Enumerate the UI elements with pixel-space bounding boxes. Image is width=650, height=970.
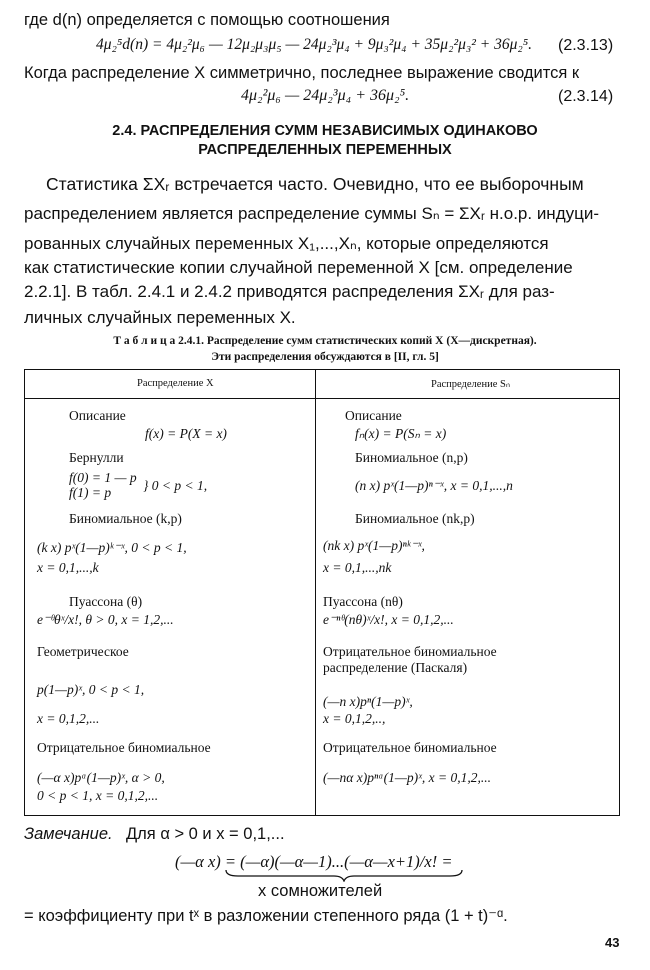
- right-column-header: Распределение Sₙ: [431, 379, 511, 390]
- bernoulli-f1: f(1) = p: [69, 485, 112, 500]
- underbrace-label: x сомножителей: [258, 882, 383, 900]
- poisson-n-formula: e⁻ⁿᶿ(nθ)ˣ/x!, x = 0,1,2,...: [323, 612, 454, 627]
- right-desc-formula: fₙ(x) = P(Sₙ = x): [355, 426, 447, 441]
- table-caption-cont: Эти распределения обсуждаются в [II, гл. 5]: [211, 351, 439, 363]
- negbinomial-n-formula: (—nα x)pⁿᵅ(1—p)ˣ, x = 0,1,2,...: [323, 770, 491, 785]
- remark-lead: Замечание.: [24, 825, 113, 843]
- paragraph-line: рованных случайных переменных X₁,...,Xₙ, которые определяются: [24, 234, 549, 253]
- paragraph-line: личных случайных переменных X.: [24, 308, 296, 327]
- paragraph-line: распределением является распределение суммы Sₙ = ΣXᵣ н.о.р. индуци-: [24, 204, 600, 223]
- left-desc-label: Описание: [69, 408, 126, 423]
- negbinomial-formula: (—α x)pᵅ(1—p)ˣ, α > 0,: [37, 770, 165, 785]
- equation-2-3-14: 4μ₂²μ₆ — 24μ₂³μ₄ + 36μ₂⁵.: [241, 87, 410, 104]
- negbinomial-range: 0 < p < 1, x = 0,1,2,...: [37, 788, 159, 803]
- right-desc-label: Описание: [345, 408, 402, 423]
- distribution-table: [24, 369, 620, 816]
- pascal-label-cont: распределение (Паскаля): [323, 660, 468, 675]
- equation-number: (2.3.14): [558, 88, 614, 105]
- binomial-nk-range: x = 0,1,...,nk: [323, 560, 392, 575]
- geometric-label: Геометрическое: [37, 644, 129, 659]
- page-number: 43: [605, 935, 620, 950]
- remark-conclusion: = коэффициенту при tˣ в разложении степенного ряда (1 + t)⁻ᵅ.: [24, 907, 508, 925]
- header-divider: [25, 398, 619, 399]
- binomial-nk-label: Биномиальное (nk,p): [355, 511, 475, 526]
- column-divider: [315, 370, 316, 815]
- remark-condition: Для α > 0 и x = 0,1,...: [126, 825, 285, 843]
- equation-number: (2.3.13): [558, 37, 614, 54]
- paragraph-line: Статистика ΣXᵣ встречается часто. Очевидно, что ее выборочным: [46, 174, 584, 194]
- intro-line: где d(n) определяется с помощью соотношения: [24, 11, 390, 29]
- geometric-formula: p(1—p)ˣ, 0 < p < 1,: [37, 682, 145, 697]
- section-title: 2.4. РАСПРЕДЕЛЕНИЯ СУММ НЕЗАВИСИМЫХ ОДИНАКОВО: [112, 123, 538, 139]
- poisson-formula: e⁻ᶿθˣ/x!, θ > 0, x = 1,2,...: [37, 612, 174, 627]
- binomial-nk-formula: (nk x) pˣ(1—p)ⁿᵏ⁻ˣ,: [323, 538, 425, 553]
- poisson-label: Пуассона (θ): [69, 594, 143, 609]
- negbinomial-n-label: Отрицательное биномиальное: [323, 740, 497, 755]
- table-caption: Т а б л и ц а 2.4.1. Распределение сумм статистических копий X (X—дискретная).: [113, 335, 537, 347]
- pascal-label: Отрицательное биномиальное: [323, 644, 497, 659]
- poisson-n-label: Пуассона (nθ): [323, 594, 403, 609]
- binomial-n-formula: (n x) pˣ(1—p)ⁿ⁻ˣ, x = 0,1,...,n: [355, 478, 513, 493]
- binomial-k-range: x = 0,1,...,k: [37, 560, 99, 575]
- equation-2-3-13: 4μ₂⁵d(n) = 4μ₂²μ₆ — 12μ₂μ₃μ₅ — 24μ₂³μ₄ + 9μ₃²μ₄ + 35μ₂²μ₃² + 36μ₂⁵.: [96, 36, 533, 53]
- binomial-k-formula: (k x) pˣ(1—p)ᵏ⁻ˣ, 0 < p < 1,: [37, 540, 187, 555]
- paragraph-line: как статистические копии случайной переменной X [см. определение: [24, 258, 573, 277]
- section-title-cont: РАСПРЕДЕЛЕННЫХ ПЕРЕМЕННЫХ: [198, 142, 452, 158]
- binomial-k-label: Биномиальное (k,p): [69, 511, 182, 526]
- pascal-range: x = 0,1,2,..,: [323, 711, 386, 726]
- bernoulli-f0: f(0) = 1 — p: [69, 470, 137, 485]
- underbrace: [224, 868, 464, 882]
- bernoulli-condition: } 0 < p < 1,: [143, 478, 208, 493]
- geometric-range: x = 0,1,2,...: [37, 711, 100, 726]
- symmetry-line: Когда распределение X симметрично, последнее выражение сводится к: [24, 64, 580, 82]
- left-column-header: Распределение X: [137, 378, 214, 389]
- bernoulli-label: Бернулли: [69, 450, 124, 465]
- paragraph-line: 2.2.1]. В табл. 2.4.1 и 2.4.2 приводятся распределения ΣXᵣ для раз-: [24, 282, 555, 301]
- left-desc-formula: f(x) = P(X = x): [145, 426, 227, 441]
- pascal-formula: (—n x)pⁿ(1—p)ˣ,: [323, 694, 413, 709]
- binomial-n-label: Биномиальное (n,p): [355, 450, 468, 465]
- negbinomial-label: Отрицательное биномиальное: [37, 740, 211, 755]
- remark-identity: (—α x) = (—α)(—α—1)...(—α—x+1)/x! =: [175, 852, 453, 871]
